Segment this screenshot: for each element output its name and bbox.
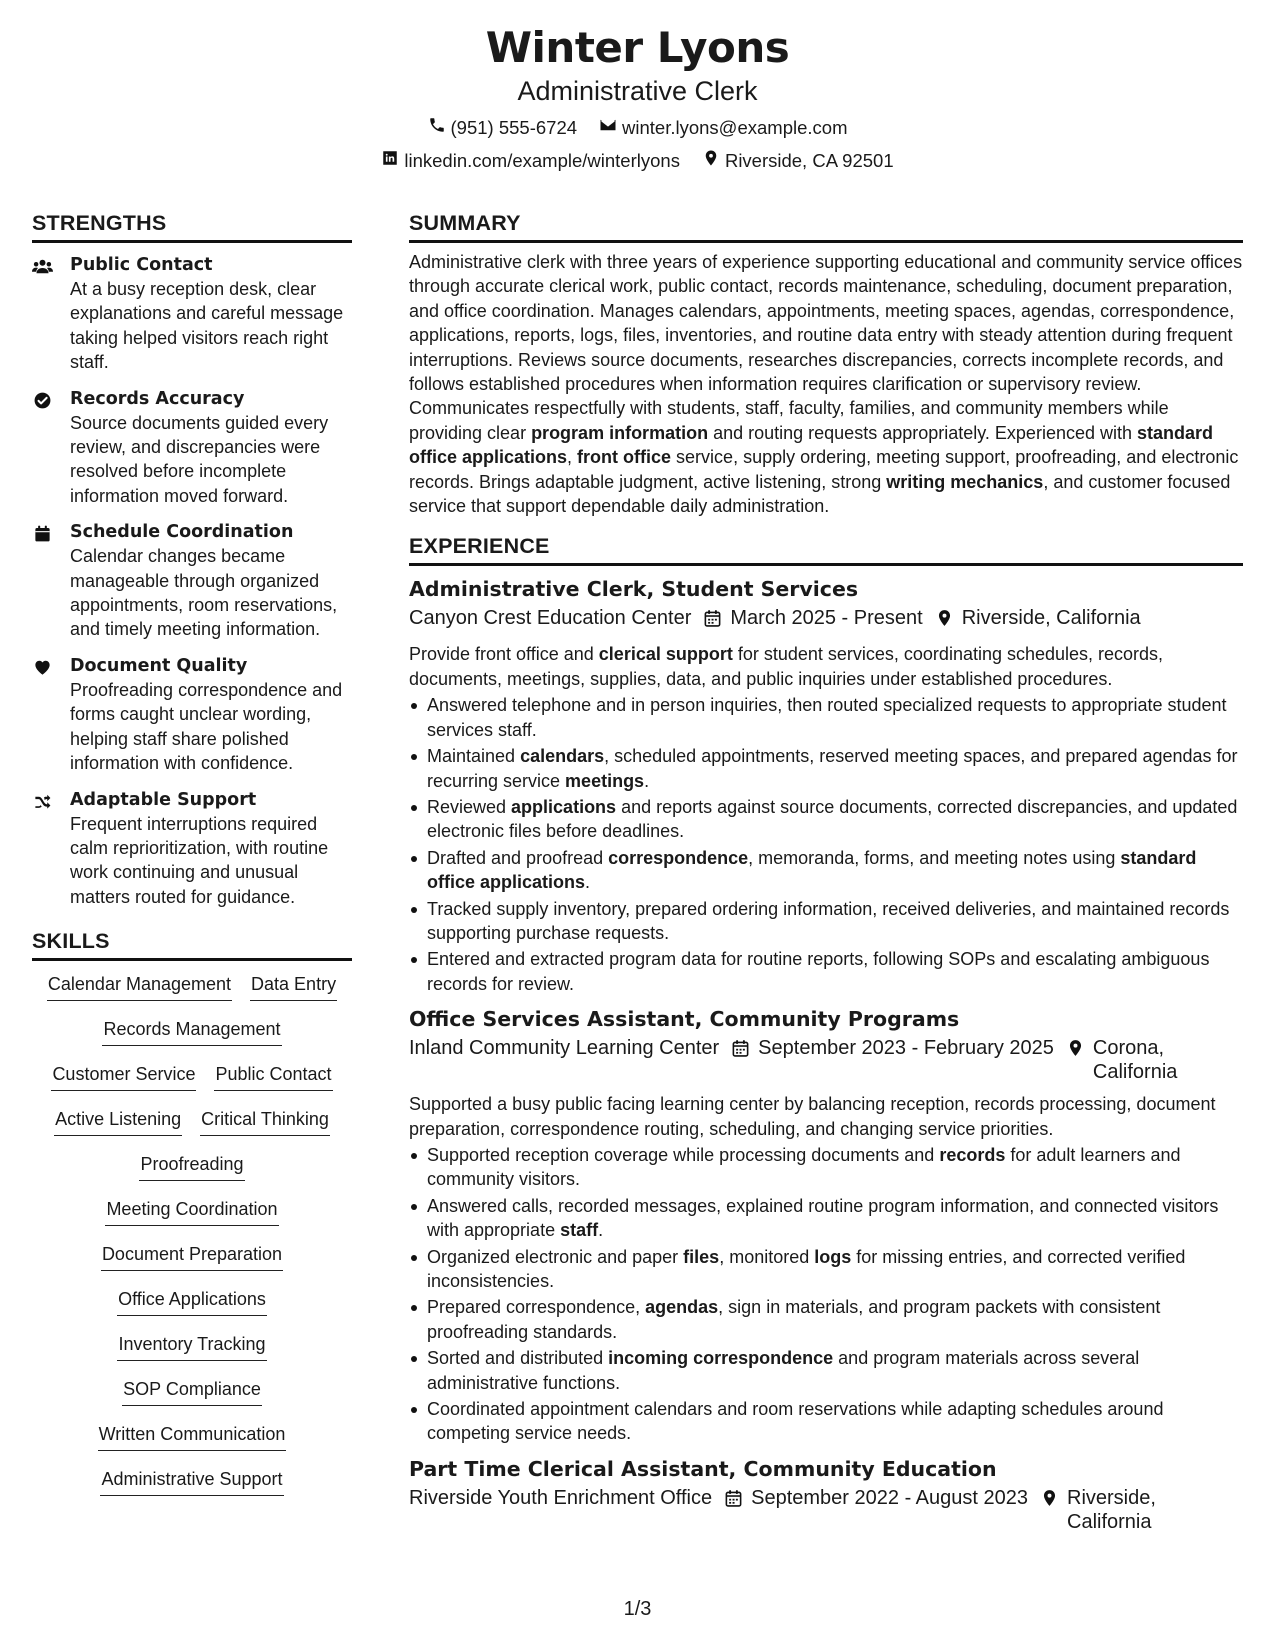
strength-item — [32, 788, 352, 910]
calendar-icon — [724, 1486, 743, 1514]
job-title: Part Time Clerical Assistant, Community Education — [409, 1456, 997, 1481]
skills-row — [32, 1241, 352, 1286]
job-entry — [409, 575, 1243, 996]
calendar-icon — [703, 606, 722, 634]
strength-desc: Calendar changes became manageable through organized appointments, room reservations, and timely meeting information. — [70, 546, 338, 640]
skill-tag: Active Listening — [54, 1106, 182, 1136]
linkedin-icon — [381, 149, 399, 173]
skills-heading: SKILLS — [32, 927, 352, 961]
contact-row-2 — [0, 149, 1275, 173]
map-pin-icon — [1040, 1486, 1059, 1514]
contact-location — [702, 149, 894, 173]
job-bullets — [409, 693, 1243, 996]
skill-tag: Customer Service — [51, 1061, 196, 1091]
bullet-item: Sorted and distributed incoming correspondence and program materials across several administrative functions. — [409, 1346, 1243, 1395]
strength-name: Schedule Coordination — [70, 522, 294, 543]
candidate-name: Winter Lyons — [485, 23, 790, 72]
bullet-item: Organized electronic and paper files, monitored logs for missing entries, and corrected verified inconsistencies. — [409, 1245, 1243, 1294]
skills-row — [32, 1286, 352, 1331]
left-column — [32, 209, 352, 1511]
contact-row-1 — [0, 116, 1275, 140]
job-org: Canyon Crest Education Center — [409, 607, 692, 630]
skills-row — [32, 971, 352, 1016]
skill-tag: SOP Compliance — [122, 1376, 262, 1406]
strength-name: Document Quality — [70, 655, 248, 676]
page-number: 1/3 — [623, 1598, 652, 1620]
job-meta — [409, 1036, 1243, 1084]
skill-tag: Document Preparation — [101, 1241, 283, 1271]
skill-tag: Administrative Support — [100, 1466, 283, 1496]
skill-tag: Written Communication — [98, 1421, 287, 1451]
envelope-icon — [599, 116, 617, 140]
contact-linkedin[interactable] — [381, 149, 680, 173]
strength-name: Public Contact — [70, 255, 213, 275]
calendar-icon — [731, 1036, 750, 1064]
summary-text: Administrative clerk with three years of experience supporting educational and community service offices through accurate clerical work, public contact, records maintenance, scheduling, document preparation, and office coordination. Manages calendars, appointments, meeting spaces, agendas, correspondence, applications, reports, logs, files, inventories, and routine data entry with steady attention during frequent interruptions. Reviews source documents, researches discrepancies, corrects incomplete records, and follows established procedures when information requires clarification or supervisory review. Communicates respectfully with students, staff, faculty, families, and community members while providing clear program information and routing requests appropriately. Experienced with standard office applications, front office service, supply ordering, meeting support, proofreading, and electronic records. Brings adaptable judgment, active listening, strong writing mechanics, and customer focused service that support dependable daily administration. — [409, 252, 1243, 517]
skill-tag: Office Applications — [117, 1286, 267, 1316]
job-org: Riverside Youth Enrichment Office — [409, 1486, 713, 1509]
strength-name: Adaptable Support — [70, 789, 257, 810]
strengths-heading: STRENGTHS — [32, 209, 352, 243]
strength-desc: Proofreading correspondence and forms caught unclear wording, helping staff share polished information with confidence. — [70, 679, 343, 774]
strength-item — [32, 253, 352, 375]
skills-row — [32, 1421, 352, 1466]
skills-row — [32, 1151, 352, 1196]
job-title: Office Services Assistant, Community Programs — [409, 1007, 960, 1032]
skill-tag: Critical Thinking — [200, 1106, 330, 1136]
skills-row — [32, 1376, 352, 1421]
phone-text: (951) 555-6724 — [450, 117, 578, 138]
contact-email[interactable] — [599, 116, 847, 140]
map-pin-icon — [1066, 1036, 1085, 1064]
bullet-item: Maintained calendars, scheduled appointments, reserved meeting spaces, and prepared agendas for recurring service meetings. — [409, 744, 1243, 793]
skill-tag: Public Contact — [214, 1061, 332, 1091]
skills-row — [32, 1331, 352, 1376]
phone-icon — [428, 116, 446, 140]
bullet-item: Coordinated appointment calendars and room reservations while adapting schedules around competing service needs. — [409, 1397, 1243, 1446]
job-bullets — [409, 1143, 1243, 1446]
map-pin-icon — [702, 149, 720, 173]
bullet-item: Answered calls, recorded messages, explained routine program information, and connected visitors with appropriate staff. — [409, 1194, 1243, 1243]
linkedin-text: linkedin.com/example/winterlyons — [404, 150, 680, 171]
skills-row — [32, 1466, 352, 1511]
job-entry — [409, 1455, 1243, 1534]
job-location: Riverside, California — [961, 607, 1141, 630]
strength-item — [32, 654, 352, 776]
skill-tag: Calendar Management — [47, 971, 232, 1001]
email-text: winter.lyons@example.com — [622, 117, 848, 138]
heart-icon — [32, 654, 70, 776]
location-text: Riverside, CA 92501 — [724, 150, 894, 171]
strength-item — [32, 520, 352, 642]
job-description: Provide front office and clerical support for student services, coordinating schedules, records, documents, meetings, supplies, data, and public inquiries under established procedures. — [409, 644, 1164, 689]
candidate-title: Administrative Clerk — [517, 76, 758, 106]
skill-tag: Records Management — [102, 1016, 281, 1046]
job-location: Riverside, California — [1067, 1486, 1156, 1533]
strength-desc: Source documents guided every review, and discrepancies were resolved before incomplete information moved forward. — [70, 412, 329, 506]
calendar-icon — [32, 520, 70, 642]
bullet-item: Prepared correspondence, agendas, sign in materials, and program packets with consistent proofreading standards. — [409, 1295, 1243, 1344]
skills-list — [32, 971, 352, 1511]
job-dates: September 2022 - August 2023 — [751, 1486, 1028, 1509]
job-entry — [409, 1005, 1243, 1446]
job-description: Supported a busy public facing learning center by balancing reception, records processing, document preparation, correspondence routing, scheduling, and changing service priorities. — [409, 1094, 1216, 1139]
job-location: Corona, California — [1092, 1037, 1178, 1084]
bullet-item: Drafted and proofread correspondence, memoranda, forms, and meeting notes using standard office applications. — [409, 846, 1243, 895]
skills-row — [32, 1196, 352, 1241]
skill-tag: Inventory Tracking — [117, 1331, 266, 1361]
strengths-list — [32, 253, 352, 909]
jobs-list — [409, 575, 1243, 1533]
bullet-item: Reviewed applications and reports against source documents, corrected discrepancies, and updated electronic files before deadlines. — [409, 795, 1243, 844]
map-pin-icon — [935, 606, 954, 634]
bullet-item: Supported reception coverage while processing documents and records for adult learners and community visitors. — [409, 1143, 1243, 1192]
users-icon — [32, 253, 70, 375]
skills-row — [32, 1106, 352, 1151]
shuffle-icon — [32, 788, 70, 910]
right-column — [409, 209, 1243, 1534]
job-dates: September 2023 - February 2025 — [758, 1037, 1054, 1060]
skills-row — [32, 1016, 352, 1061]
bullet-item: Answered telephone and in person inquiries, then routed specialized requests to appropriate student services staff. — [409, 693, 1243, 742]
skills-row — [32, 1061, 352, 1106]
skill-tag: Data Entry — [250, 971, 337, 1001]
strength-item — [32, 387, 352, 509]
experience-heading: EXPERIENCE — [409, 532, 1243, 566]
summary-heading: SUMMARY — [409, 209, 1243, 243]
job-meta — [409, 1486, 1243, 1534]
job-org: Inland Community Learning Center — [409, 1037, 720, 1060]
check-circle-icon — [32, 387, 70, 509]
bullet-item: Entered and extracted program data for routine reports, following SOPs and escalating ambiguous records for review. — [409, 947, 1243, 996]
skill-tag: Meeting Coordination — [105, 1196, 278, 1226]
strength-desc: At a busy reception desk, clear explanations and careful message taking helped visitors reach right staff. — [70, 279, 344, 373]
job-meta — [409, 606, 1243, 634]
bullet-item: Tracked supply inventory, prepared ordering information, received deliveries, and maintained records supporting purchase requests. — [409, 897, 1243, 946]
strength-name: Records Accuracy — [70, 388, 245, 409]
job-title: Administrative Clerk, Student Services — [409, 577, 859, 602]
contact-phone[interactable] — [428, 116, 578, 140]
skill-tag: Proofreading — [139, 1151, 244, 1181]
strength-desc: Frequent interruptions required calm reprioritization, with routine work continuing and unusual matters routed for guidance. — [70, 813, 329, 907]
resume-header — [0, 22, 1275, 173]
job-dates: March 2025 - Present — [730, 607, 923, 630]
